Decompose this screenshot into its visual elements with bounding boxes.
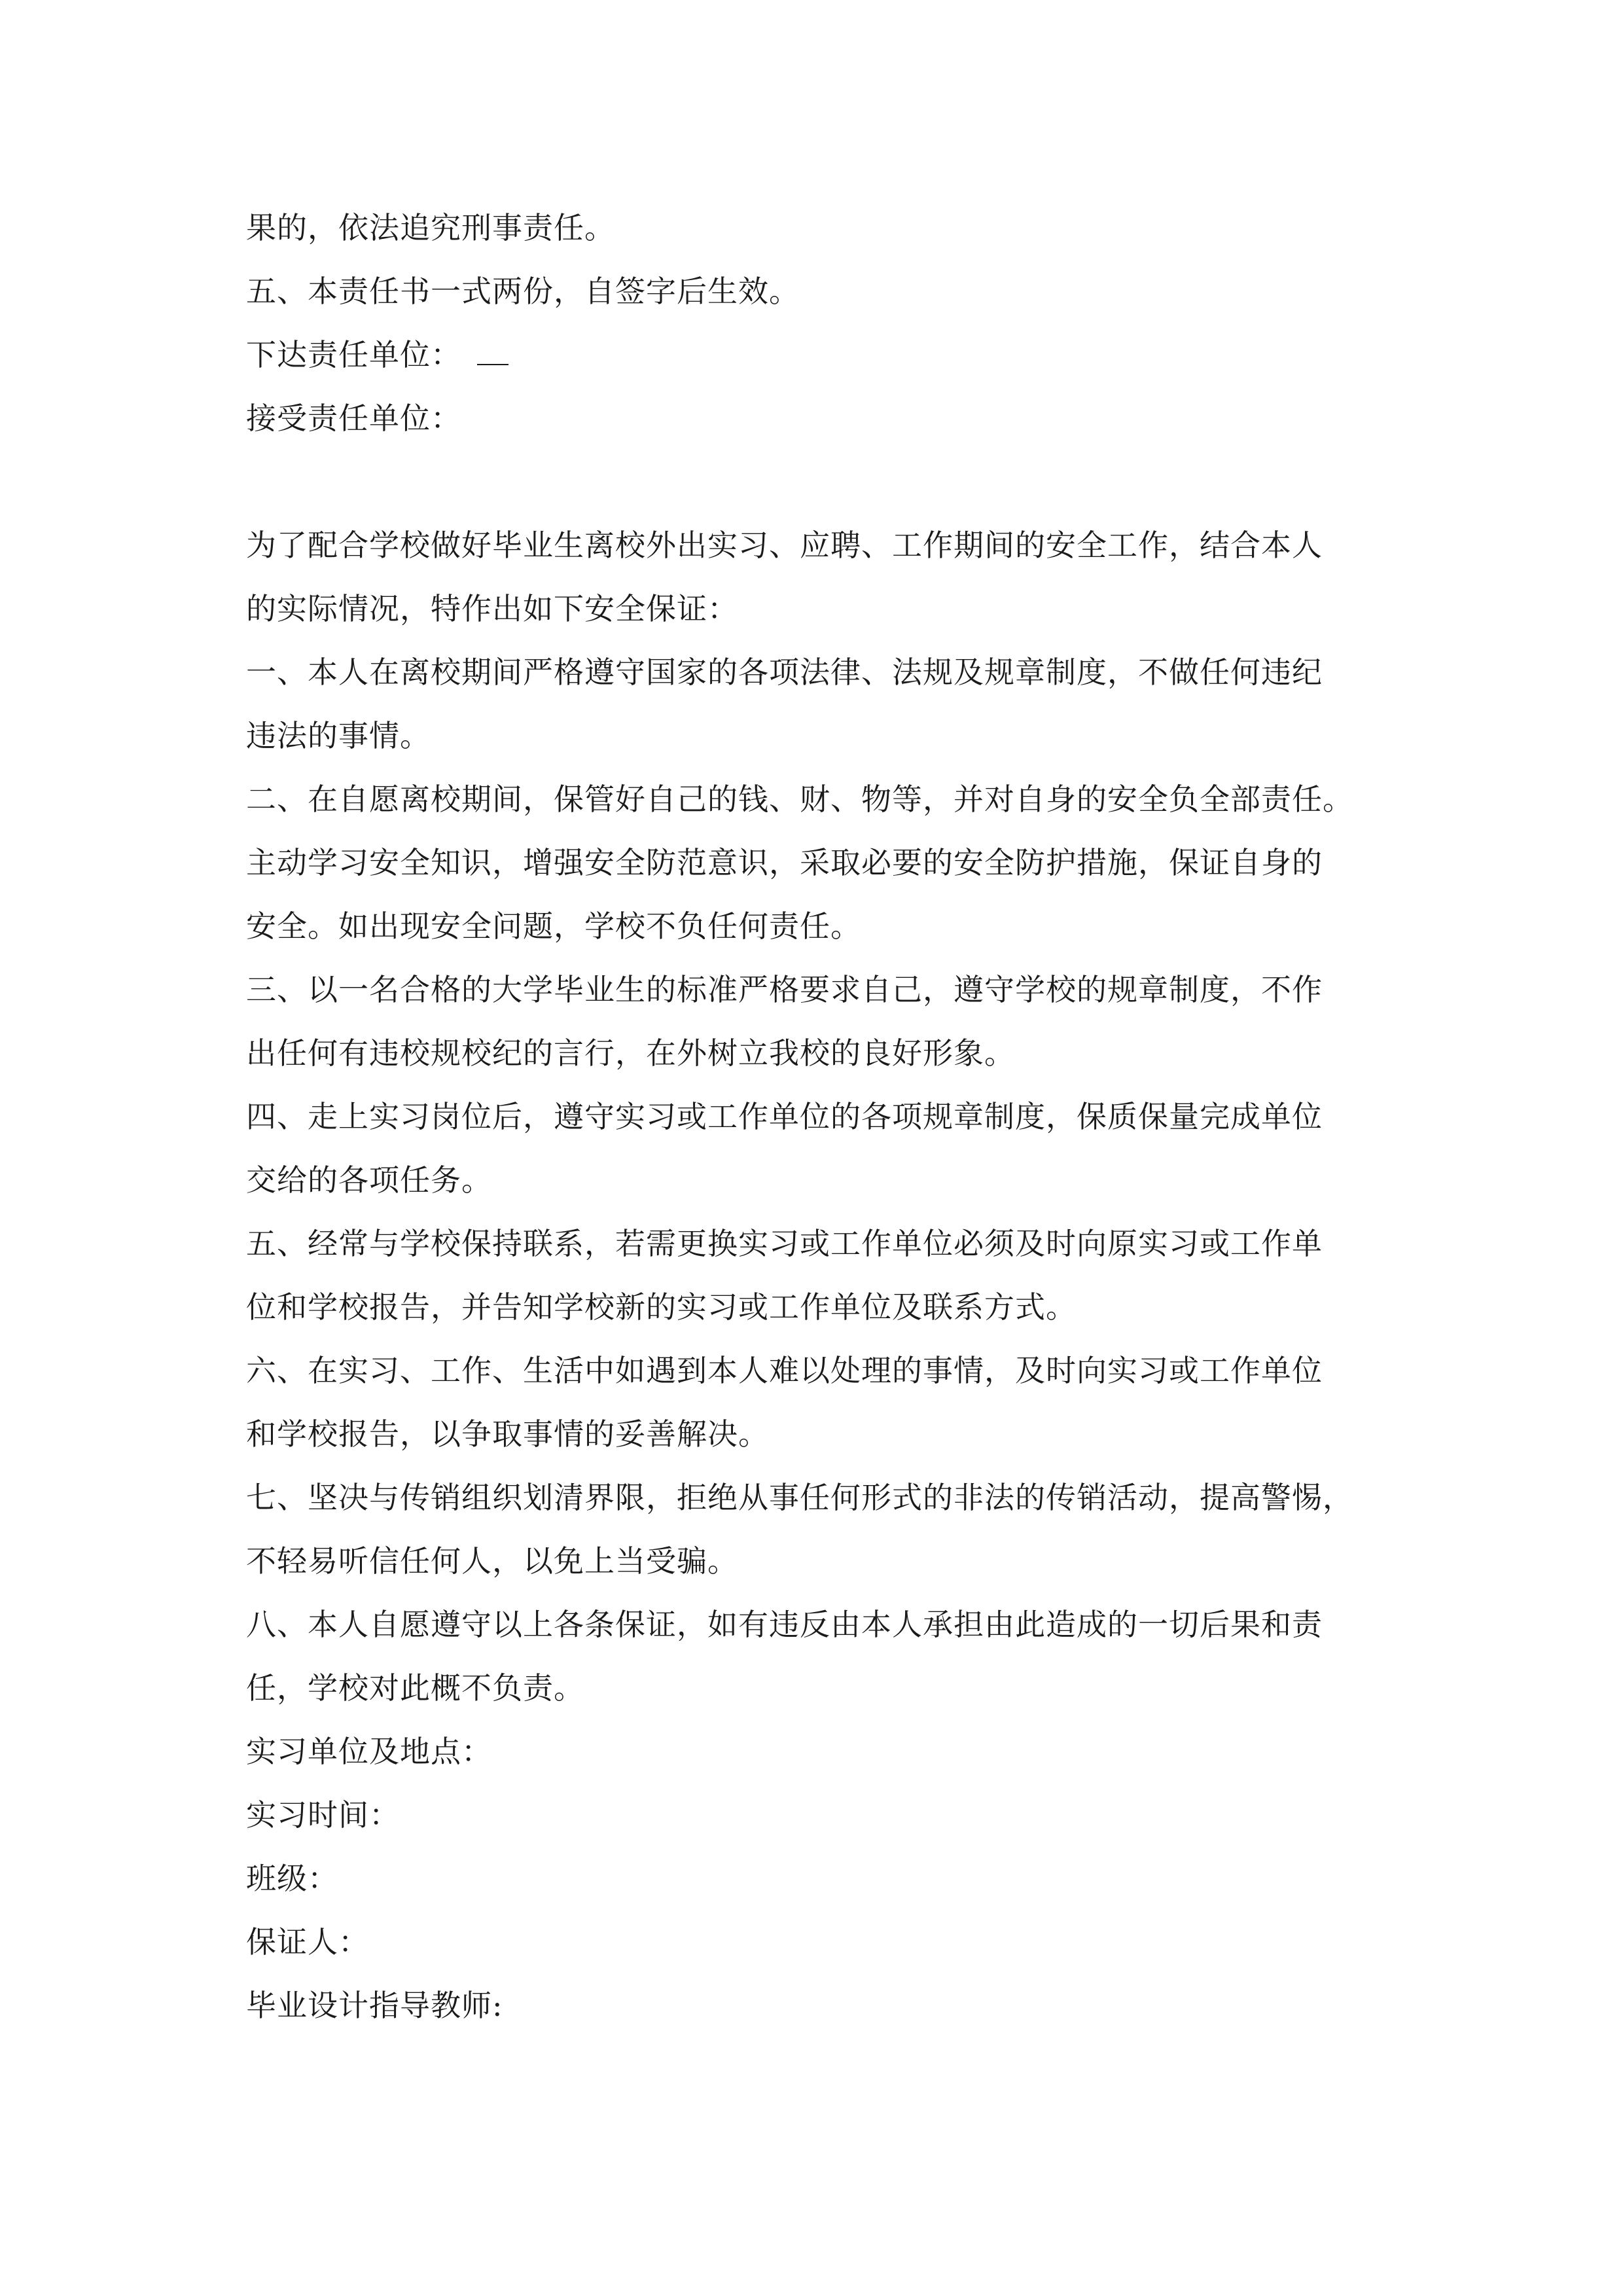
text-line: 违法的事情。 [246,718,431,753]
issuing-unit-blank [477,344,508,365]
text-line: 一、本人在离校期间严格遵守国家的各项法律、法规及规章制度，不做任何违纪 [246,655,1323,690]
text-line: 的实际情况，特作出如下安全保证： [246,591,738,626]
text-line: 为了配合学校做好毕业生离校外出实习、应聘、工作期间的安全工作，结合本人 [246,528,1323,563]
accepting-unit-line: 接受责任单位： [246,401,461,436]
text-line: 安全。如出现安全问题，学校不负任何责任。 [246,908,861,944]
class-field-label: 班级： [246,1861,338,1896]
issuing-unit-line [246,323,1382,387]
text-line: 不轻易听信任何人，以免上当受骗。 [246,1543,738,1579]
text-line: 和学校报告，以争取事情的妥善解决。 [246,1416,769,1452]
text-line: 五、经常与学校保持联系，若需更换实习或工作单位必须及时向原实习或工作单 [246,1226,1323,1261]
text-line: 任，学校对此概不负责。 [246,1670,584,1706]
internship-unit-field-label: 实习单位及地点： [246,1734,492,1769]
text-line: 三、以一名合格的大学毕业生的标准严格要求自己，遵守学校的规章制度，不作 [246,972,1323,1007]
text-line: 七、坚决与传销组织划清界限，拒绝从事任何形式的非法的传销活动，提高警惕， [246,1480,1353,1515]
document-body [246,196,1382,2037]
advisor-field-label: 毕业设计指导教师: [246,1988,503,2023]
text-line: 六、在实习、工作、生活中如遇到本人难以处理的事情，及时向实习或工作单位 [246,1353,1323,1388]
paragraph-gap [246,450,1382,514]
text-line: 五、本责任书一式两份，自签字后生效。 [246,274,800,309]
text-line: 四、走上实习岗位后，遵守实习或工作单位的各项规章制度，保质保量完成单位 [246,1099,1323,1134]
internship-time-field-label: 实习时间： [246,1797,400,1833]
guarantor-field-label: 保证人： [246,1924,369,1960]
text-line: 二、在自愿离校期间，保管好自己的钱、财、物等，并对自身的安全负全部责任。 [246,781,1353,817]
text-line: 果的，依法追究刑事责任。 [246,210,615,245]
text-line: 交给的各项任务。 [246,1162,492,1198]
text-line: 位和学校报告，并告知学校新的实习或工作单位及联系方式。 [246,1289,1077,1325]
text-line: 主动学习安全知识，增强安全防范意识，采取必要的安全防护措施，保证自身的 [246,845,1323,880]
issuing-unit-label: 下达责任单位： [246,337,461,372]
text-line: 出任何有违校规校纪的言行，在外树立我校的良好形象。 [246,1035,1015,1071]
text-line: 八、本人自愿遵守以上各条保证，如有违反由本人承担由此造成的一切后果和责 [246,1607,1323,1642]
